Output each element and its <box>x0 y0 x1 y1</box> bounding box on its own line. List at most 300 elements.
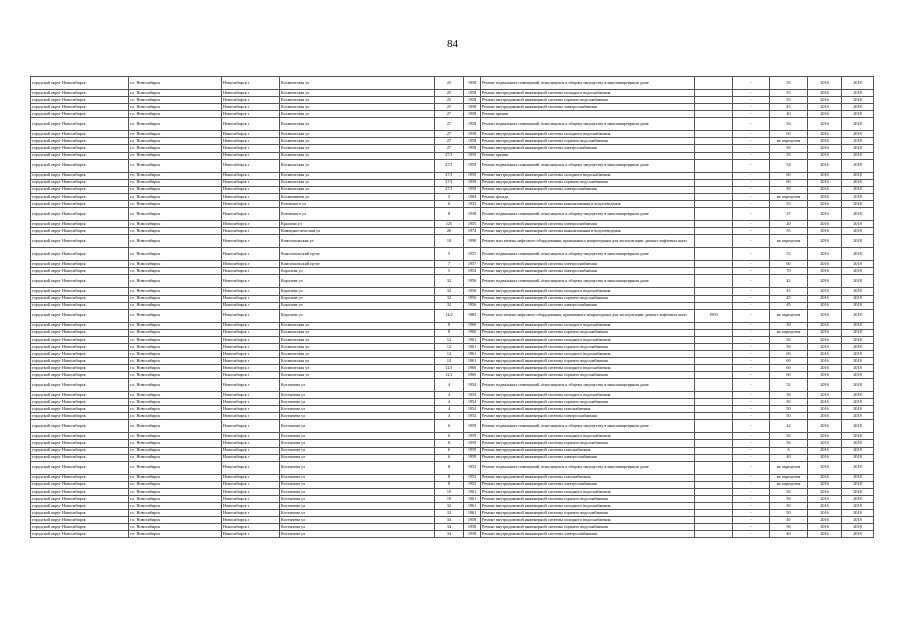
work-type-cell: Ремонт внутридомовой инженерной системы холодного водоснабжения <box>481 517 695 524</box>
flag-cell: - <box>733 207 770 220</box>
district-cell: городской округ Новосибирск <box>31 440 129 447</box>
city-cell: Новосибирск г <box>222 379 280 392</box>
work-type-cell: Ремонт внутридомовой инженерной системы электроснабжения <box>481 104 695 111</box>
build-year-cell: 1958 <box>464 145 481 152</box>
lift-year-cell <box>695 152 733 159</box>
work-type-cell: Ремонт внутридомовой инженерной системы газоснабжения <box>481 447 695 454</box>
municipality-cell: г.о. Новосибирск <box>129 275 222 288</box>
wear-percent-cell: 52 <box>770 379 808 392</box>
table-row <box>31 406 874 413</box>
city-cell: Новосибирск г <box>222 145 280 152</box>
municipality-cell: г.о. Новосибирск <box>129 309 222 322</box>
end-year-cell: 2018 <box>842 104 874 111</box>
street-cell: Космическая ул <box>280 322 435 329</box>
flag-cell: - <box>733 488 770 495</box>
work-type-cell: Ремонт внутридомовой инженерной системы электроснабжения <box>481 531 695 538</box>
wear-percent-cell: 20 <box>770 220 808 227</box>
wear-percent-cell: не определен <box>770 193 808 200</box>
end-year-cell: 2018 <box>842 524 874 531</box>
work-type-cell: Ремонт внутридомовой инженерной системы горячего водоснабжения <box>481 372 695 379</box>
flag-cell: - <box>733 524 770 531</box>
municipality-cell: г.о. Новосибирск <box>129 357 222 364</box>
street-cell: Костычева ул <box>280 392 435 399</box>
district-cell: городской округ Новосибирск <box>31 77 129 90</box>
lift-year-cell <box>695 302 733 309</box>
wear-percent-cell: 42 <box>770 420 808 433</box>
end-year-cell: 2018 <box>842 502 874 509</box>
municipality-cell: г.о. Новосибирск <box>129 152 222 159</box>
work-type-cell: Ремонт внутридомовой инженерной системы канализования и водоотведения <box>481 200 695 207</box>
flag-cell: - <box>733 131 770 138</box>
build-year-cell: 1959 <box>464 420 481 433</box>
start-year-cell: 2016 <box>808 261 842 268</box>
street-cell: Космическая ул <box>280 111 435 118</box>
work-type-cell: Ремонт или замена лифтового оборудования, признанного непригодным для эксплуатации, ремонт лифтовых шахт <box>481 309 695 322</box>
city-cell: Новосибирск г <box>222 488 280 495</box>
municipality-cell: г.о. Новосибирск <box>129 524 222 531</box>
end-year-cell: 2018 <box>842 329 874 336</box>
lift-year-cell <box>695 275 733 288</box>
lift-year-cell <box>695 138 733 145</box>
build-year-cell: 1960 <box>464 329 481 336</box>
end-year-cell: 2018 <box>842 474 874 481</box>
end-year-cell: 2018 <box>842 399 874 406</box>
city-cell: Новосибирск г <box>222 329 280 336</box>
lift-year-cell <box>695 343 733 350</box>
wear-percent-cell: 45 <box>770 104 808 111</box>
lift-year-cell <box>695 288 733 295</box>
start-year-cell: 2016 <box>808 131 842 138</box>
district-cell: городской округ Новосибирск <box>31 200 129 207</box>
wear-percent-cell: 50 <box>770 524 808 531</box>
city-cell: Новосибирск г <box>222 248 280 261</box>
build-year-cell: 1959 <box>464 447 481 454</box>
street-cell: Костычева ул <box>280 461 435 474</box>
table-row <box>31 97 874 104</box>
lift-year-cell <box>695 413 733 420</box>
flag-cell: - <box>733 454 770 461</box>
start-year-cell: 2016 <box>808 288 842 295</box>
house-number-cell: 27 <box>435 111 464 118</box>
start-year-cell: 2016 <box>808 392 842 399</box>
end-year-cell: 2018 <box>842 406 874 413</box>
work-type-cell: Ремонт внутридомовой инженерной системы газоснабжения <box>481 406 695 413</box>
work-type-cell: Ремонт внутридомовой инженерной системы горячего водоснабжения <box>481 295 695 302</box>
house-number-cell: 4 <box>435 413 464 420</box>
street-cell: Костычева ул <box>280 531 435 538</box>
table-row <box>31 372 874 379</box>
wear-percent-cell: 50 <box>770 399 808 406</box>
lift-year-cell <box>695 118 733 131</box>
district-cell: городской округ Новосибирск <box>31 220 129 227</box>
start-year-cell: 2016 <box>808 433 842 440</box>
municipality-cell: г.о. Новосибирск <box>129 186 222 193</box>
start-year-cell: 2016 <box>808 172 842 179</box>
end-year-cell: 2018 <box>842 159 874 172</box>
city-cell: Новосибирск г <box>222 433 280 440</box>
start-year-cell: 2016 <box>808 413 842 420</box>
municipality-cell: г.о. Новосибирск <box>129 193 222 200</box>
street-cell: Космическая ул <box>280 343 435 350</box>
wear-percent-cell: не определен <box>770 481 808 488</box>
district-cell: городской округ Новосибирск <box>31 379 129 392</box>
wear-percent-cell: 50 <box>770 509 808 516</box>
start-year-cell: 2016 <box>808 420 842 433</box>
house-number-cell: 32 <box>435 509 464 516</box>
district-cell: городской округ Новосибирск <box>31 531 129 538</box>
flag-cell: - <box>733 138 770 145</box>
district-cell: городской округ Новосибирск <box>31 186 129 193</box>
street-cell: Костычева ул <box>280 447 435 454</box>
table-row <box>31 275 874 288</box>
district-cell: городской округ Новосибирск <box>31 420 129 433</box>
lift-year-cell <box>695 336 733 343</box>
flag-cell: - <box>733 350 770 357</box>
table-row <box>31 145 874 152</box>
street-cell: Костычева ул <box>280 399 435 406</box>
municipality-cell: г.о. Новосибирск <box>129 454 222 461</box>
build-year-cell: 1959 <box>464 152 481 159</box>
municipality-cell: г.о. Новосибирск <box>129 502 222 509</box>
build-year-cell: 1960 <box>464 364 481 371</box>
city-cell: Новосибирск г <box>222 336 280 343</box>
table-row <box>31 302 874 309</box>
street-cell: Комсомольский пр-кт <box>280 248 435 261</box>
work-type-cell: Ремонт внутридомовой инженерной системы газоснабжения <box>481 474 695 481</box>
flag-cell: - <box>733 329 770 336</box>
city-cell: Новосибирск г <box>222 302 280 309</box>
street-cell: Космическая ул <box>280 104 435 111</box>
district-cell: городской округ Новосибирск <box>31 261 129 268</box>
house-number-cell: 14 <box>435 350 464 357</box>
city-cell: Новосибирск г <box>222 524 280 531</box>
house-number-cell: 8 <box>435 322 464 329</box>
lift-year-cell <box>695 433 733 440</box>
table-row <box>31 447 874 454</box>
work-type-cell: Ремонт внутридомовой инженерной системы электроснабжения <box>481 186 695 193</box>
street-cell: Костычева ул <box>280 413 435 420</box>
end-year-cell: 2018 <box>842 336 874 343</box>
street-cell: Королева ул <box>280 268 435 275</box>
house-number-cell: 27 <box>435 138 464 145</box>
build-year-cell: 1958 <box>464 138 481 145</box>
table-row <box>31 235 874 248</box>
district-cell: городской округ Новосибирск <box>31 495 129 502</box>
build-year-cell: 1974 <box>464 228 481 235</box>
district-cell: городской округ Новосибирск <box>31 350 129 357</box>
build-year-cell: 1958 <box>464 111 481 118</box>
house-number-cell: 5 <box>435 193 464 200</box>
table-row <box>31 474 874 481</box>
municipality-cell: г.о. Новосибирск <box>129 329 222 336</box>
build-year-cell: 1958 <box>464 531 481 538</box>
street-cell: Королева ул <box>280 309 435 322</box>
flag-cell: - <box>733 118 770 131</box>
build-year-cell: 1954 <box>464 413 481 420</box>
end-year-cell: 2018 <box>842 343 874 350</box>
municipality-cell: г.о. Новосибирск <box>129 118 222 131</box>
lift-year-cell <box>695 97 733 104</box>
house-number-cell: 12 <box>435 343 464 350</box>
street-cell: Космическая ул <box>280 77 435 90</box>
lift-year-cell <box>695 454 733 461</box>
build-year-cell: 1961 <box>464 502 481 509</box>
municipality-cell: г.о. Новосибирск <box>129 495 222 502</box>
table-row <box>31 420 874 433</box>
table-row <box>31 495 874 502</box>
build-year-cell: 1958 <box>464 90 481 97</box>
start-year-cell: 2016 <box>808 248 842 261</box>
wear-percent-cell: 53 <box>770 77 808 90</box>
lift-year-cell <box>695 372 733 379</box>
end-year-cell: 2018 <box>842 509 874 516</box>
end-year-cell: 2018 <box>842 193 874 200</box>
work-type-cell: Ремонт внутридомовой инженерной системы электроснабжения <box>481 454 695 461</box>
flag-cell: - <box>733 268 770 275</box>
flag-cell: - <box>733 309 770 322</box>
house-number-cell: 12/1 <box>435 364 464 371</box>
work-type-cell: Ремонт или замена лифтового оборудования, признанного непригодным для эксплуатации, ремонт лифтовых шахт <box>481 235 695 248</box>
city-cell: Новосибирск г <box>222 104 280 111</box>
lift-year-cell <box>695 200 733 207</box>
start-year-cell: 2016 <box>808 111 842 118</box>
municipality-cell: г.о. Новосибирск <box>129 461 222 474</box>
municipality-cell: г.о. Новосибирск <box>129 392 222 399</box>
house-number-cell: 6 <box>435 420 464 433</box>
house-number-cell: 6 <box>435 200 464 207</box>
house-number-cell: 10 <box>435 235 464 248</box>
house-number-cell: 4 <box>435 392 464 399</box>
table-row <box>31 364 874 371</box>
wear-percent-cell: 54 <box>770 159 808 172</box>
start-year-cell: 2016 <box>808 364 842 371</box>
start-year-cell: 2016 <box>808 372 842 379</box>
build-year-cell: 1961 <box>464 495 481 502</box>
end-year-cell: 2018 <box>842 440 874 447</box>
work-type-cell: Ремонт внутридомовой инженерной системы холодного водоснабжения <box>481 90 695 97</box>
build-year-cell: 1959 <box>464 186 481 193</box>
street-cell: Костычева ул <box>280 420 435 433</box>
district-cell: городской округ Новосибирск <box>31 372 129 379</box>
work-type-cell: Ремонт крыши <box>481 111 695 118</box>
district-cell: городской округ Новосибирск <box>31 406 129 413</box>
table-row <box>31 131 874 138</box>
street-cell: Костычева ул <box>280 502 435 509</box>
house-number-cell: 27/1 <box>435 172 464 179</box>
district-cell: городской округ Новосибирск <box>31 392 129 399</box>
city-cell: Новосибирск г <box>222 207 280 220</box>
municipality-cell: г.о. Новосибирск <box>129 364 222 371</box>
lift-year-cell <box>695 248 733 261</box>
build-year-cell: 1954 <box>464 268 481 275</box>
municipality-cell: г.о. Новосибирск <box>129 517 222 524</box>
table-row <box>31 454 874 461</box>
wear-percent-cell: 50 <box>770 440 808 447</box>
start-year-cell: 2016 <box>808 97 842 104</box>
district-cell: городской округ Новосибирск <box>31 179 129 186</box>
municipality-cell: г.о. Новосибирск <box>129 372 222 379</box>
lift-year-cell <box>695 268 733 275</box>
district-cell: городской округ Новосибирск <box>31 159 129 172</box>
work-type-cell: Ремонт внутридомовой инженерной системы горячего водоснабжения <box>481 97 695 104</box>
wear-percent-cell: 55 <box>770 97 808 104</box>
wear-percent-cell: 60 <box>770 364 808 371</box>
house-number-cell: 34 <box>435 517 464 524</box>
wear-percent-cell: 50 <box>770 413 808 420</box>
street-cell: Космическая ул <box>280 357 435 364</box>
build-year-cell: 1958 <box>464 131 481 138</box>
house-number-cell: 8 <box>435 207 464 220</box>
build-year-cell: 1958 <box>464 77 481 90</box>
lift-year-cell <box>695 364 733 371</box>
city-cell: Новосибирск г <box>222 131 280 138</box>
build-year-cell: 1959 <box>464 159 481 172</box>
table-row <box>31 322 874 329</box>
city-cell: Новосибирск г <box>222 200 280 207</box>
wear-percent-cell: 40 <box>770 111 808 118</box>
build-year-cell: 1958 <box>464 524 481 531</box>
lift-year-cell <box>695 350 733 357</box>
end-year-cell: 2018 <box>842 275 874 288</box>
lift-year-cell <box>695 90 733 97</box>
district-cell: городской округ Новосибирск <box>31 131 129 138</box>
flag-cell: - <box>733 406 770 413</box>
house-number-cell: 26 <box>435 228 464 235</box>
start-year-cell: 2016 <box>808 350 842 357</box>
house-number-cell: 34 <box>435 524 464 531</box>
build-year-cell: 1956 <box>464 275 481 288</box>
start-year-cell: 2016 <box>808 295 842 302</box>
build-year-cell: 1958 <box>464 97 481 104</box>
district-cell: городской округ Новосибирск <box>31 474 129 481</box>
flag-cell: - <box>733 104 770 111</box>
end-year-cell: 2018 <box>842 481 874 488</box>
street-cell: Костычева ул <box>280 481 435 488</box>
wear-percent-cell: не определен <box>770 474 808 481</box>
build-year-cell: 1960 <box>464 322 481 329</box>
street-cell: Костычева ул <box>280 524 435 531</box>
city-cell: Новосибирск г <box>222 111 280 118</box>
table-row <box>31 433 874 440</box>
wear-percent-cell: 50 <box>770 488 808 495</box>
table-row <box>31 531 874 538</box>
flag-cell: - <box>733 420 770 433</box>
lift-year-cell <box>695 220 733 227</box>
build-year-cell: 1956 <box>464 295 481 302</box>
city-cell: Новосибирск г <box>222 118 280 131</box>
street-cell: Космическая ул <box>280 186 435 193</box>
build-year-cell: 1984 <box>464 193 481 200</box>
house-number-cell: 8 <box>435 481 464 488</box>
street-cell: Космическая ул <box>280 145 435 152</box>
house-number-cell: 10 <box>435 495 464 502</box>
street-cell: Космическая ул <box>280 97 435 104</box>
municipality-cell: г.о. Новосибирск <box>129 77 222 90</box>
municipality-cell: г.о. Новосибирск <box>129 440 222 447</box>
end-year-cell: 2018 <box>842 261 874 268</box>
municipality-cell: г.о. Новосибирск <box>129 207 222 220</box>
municipality-cell: г.о. Новосибирск <box>129 433 222 440</box>
municipality-cell: г.о. Новосибирск <box>129 295 222 302</box>
house-number-cell: 25 <box>435 104 464 111</box>
start-year-cell: 2016 <box>808 461 842 474</box>
flag-cell: - <box>733 531 770 538</box>
lift-year-cell <box>695 502 733 509</box>
city-cell: Новосибирск г <box>222 372 280 379</box>
build-year-cell: 1957 <box>464 248 481 261</box>
city-cell: Новосибирск г <box>222 447 280 454</box>
start-year-cell: 2016 <box>808 406 842 413</box>
lift-year-cell <box>695 207 733 220</box>
house-number-cell: 5 <box>435 248 464 261</box>
flag-cell: - <box>733 440 770 447</box>
district-cell: городской округ Новосибирск <box>31 502 129 509</box>
municipality-cell: г.о. Новосибирск <box>129 288 222 295</box>
municipality-cell: г.о. Новосибирск <box>129 413 222 420</box>
work-type-cell: Ремонт подвальных помещений, относящихся к общему имуществу в многоквартирном доме <box>481 207 695 220</box>
city-cell: Новосибирск г <box>222 461 280 474</box>
house-number-cell: 32 <box>435 295 464 302</box>
flag-cell: - <box>733 399 770 406</box>
start-year-cell: 2016 <box>808 186 842 193</box>
district-cell: городской округ Новосибирск <box>31 517 129 524</box>
work-type-cell: Ремонт подвальных помещений, относящихся к общему имуществу в многоквартирном доме <box>481 420 695 433</box>
district-cell: городской округ Новосибирск <box>31 461 129 474</box>
end-year-cell: 2018 <box>842 179 874 186</box>
start-year-cell: 2016 <box>808 90 842 97</box>
build-year-cell: 1955 <box>464 220 481 227</box>
wear-percent-cell: 50 <box>770 433 808 440</box>
house-number-cell: 12 <box>435 336 464 343</box>
wear-percent-cell: 40 <box>770 531 808 538</box>
start-year-cell: 2016 <box>808 309 842 322</box>
start-year-cell: 2016 <box>808 399 842 406</box>
flag-cell: - <box>733 517 770 524</box>
street-cell: Космическая ул <box>280 329 435 336</box>
municipality-cell: г.о. Новосибирск <box>129 531 222 538</box>
table-row <box>31 220 874 227</box>
table-row <box>31 517 874 524</box>
table-row <box>31 288 874 295</box>
lift-year-cell <box>695 392 733 399</box>
flag-cell: - <box>733 379 770 392</box>
flag-cell: - <box>733 193 770 200</box>
work-type-cell: Ремонт внутридомовой инженерной системы горячего водоснабжения <box>481 495 695 502</box>
table-row <box>31 379 874 392</box>
lift-year-cell <box>695 186 733 193</box>
street-cell: Комсомольский пр-кт <box>280 261 435 268</box>
build-year-cell: 1961 <box>464 336 481 343</box>
flag-cell: - <box>733 220 770 227</box>
flag-cell: - <box>733 97 770 104</box>
municipality-cell: г.о. Новосибирск <box>129 261 222 268</box>
street-cell: Королева ул <box>280 275 435 288</box>
district-cell: городской округ Новосибирск <box>31 322 129 329</box>
house-number-cell: 7 <box>435 261 464 268</box>
city-cell: Новосибирск г <box>222 228 280 235</box>
work-type-cell: Ремонт внутридомовой инженерной системы горячего водоснабжения <box>481 329 695 336</box>
street-cell: Космическая ул <box>280 336 435 343</box>
work-type-cell: Ремонт подвальных помещений, относящихся к общему имуществу в многоквартирном доме <box>481 77 695 90</box>
district-cell: городской округ Новосибирск <box>31 275 129 288</box>
end-year-cell: 2018 <box>842 495 874 502</box>
wear-percent-cell: 70 <box>770 268 808 275</box>
city-cell: Новосибирск г <box>222 90 280 97</box>
flag-cell: - <box>733 447 770 454</box>
end-year-cell: 2018 <box>842 420 874 433</box>
city-cell: Новосибирск г <box>222 343 280 350</box>
table-row <box>31 193 874 200</box>
